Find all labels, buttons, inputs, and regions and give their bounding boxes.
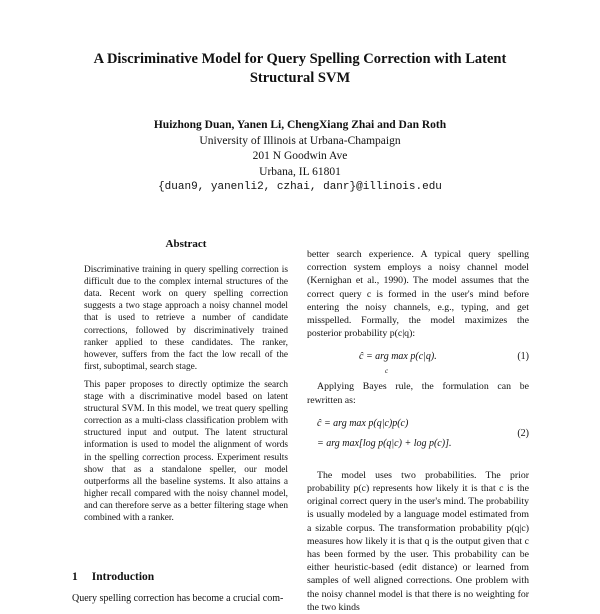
author-names: Huizhong Duan, Yanen Li, ChengXiang Zhai and Dan Roth — [153, 119, 447, 131]
address-line-2: Urbana, IL 61801 — [259, 165, 341, 178]
body-paragraph-3: The model uses two probabilities. The prior probability p(c) represents how likely it is that c is the original correct query in the user's mind. The probability is usually modeled by a language model estimated from a sizable corpus. The transformation probability p(q|c) measures how likely it is that q is the output given that c has been formed by the user. This probability can be either heuristic-based (edit distance) or learned from samples of well aligned corrections. One problem with the noisy channel model is that there is no weighting for the two kinds — [307, 469, 529, 613]
equation-1-subscript: c — [385, 366, 389, 375]
left-column — [84, 238, 288, 530]
body-paragraph-2: Applying Bayes rule, the formulation can be rewritten as: — [307, 381, 529, 406]
intro-first-line: Query spelling correction has become a crucial com- — [72, 593, 284, 604]
equation-2-number: (2) — [517, 427, 529, 439]
author-block — [60, 118, 540, 196]
section-title: Introduction — [91, 571, 155, 583]
abstract-paragraph-1: Discriminative training in query spelling correction is difficult due to the complex internal structures of the data. Recent work on query spelling correction suggests a two stage approach a noisy channel model that is used to retrieve a number of candidate corrections, followed by discriminatively trained ranker applied to these candidates. The ranker, however, suffers from the fact the low recall of the first, suboptimal, search stage. — [84, 265, 288, 372]
equation-1-number: (1) — [517, 351, 529, 363]
equation-1-body: ĉ = arg max p(c|q). c — [359, 351, 437, 375]
paper-title — [60, 50, 540, 88]
section-number: 1 — [72, 571, 78, 583]
affiliation: University of Illinois at Urbana-Champaign — [199, 134, 401, 147]
right-column — [307, 248, 529, 614]
title-line-2: Structural SVM — [249, 70, 351, 86]
equation-2-line-1: ĉ = arg max p(q|c)p(c) — [317, 417, 409, 429]
body-paragraph-1: better search experience. A typical query spelling correction system employs a noisy channel model (Kernighan et al., 1990). The model assumes that the correct query c is formed in the user's mind before entering the noisy channels, e.g., typing, and get misspelled. Formally, the model maximizes the posterior probability p(c|q): — [307, 249, 529, 340]
equation-1 — [307, 346, 529, 376]
author-emails: {duan9, yanenli2, czhai, danr}@illinois.edu — [158, 181, 442, 193]
equation-2 — [307, 415, 529, 461]
address-line-1: 201 N Goodwin Ave — [252, 150, 348, 162]
abstract-paragraph-2: This paper proposes to directly optimize the search stage with a discriminative model based on latent structural SVM. In this model, we treat query spelling correction as a multi-class classification problem with structured input and output. The latent structural information is used to model the alignment of words in the spelling correction process. Experiment results show that as a standalone speller, our model outperforms all the baseline systems. It also attains a higher recall compared with the noisy channel model, and can therefore serve as a better filtering stage when combined with a ranker. — [84, 379, 288, 523]
title-line-1: A Discriminative Model for Query Spelling Correction with Latent — [93, 51, 507, 67]
section-heading — [72, 571, 168, 583]
equation-2-line-2: = arg max[log p(q|c) + log p(c)]. — [317, 437, 452, 449]
abstract-heading: Abstract — [165, 238, 207, 250]
